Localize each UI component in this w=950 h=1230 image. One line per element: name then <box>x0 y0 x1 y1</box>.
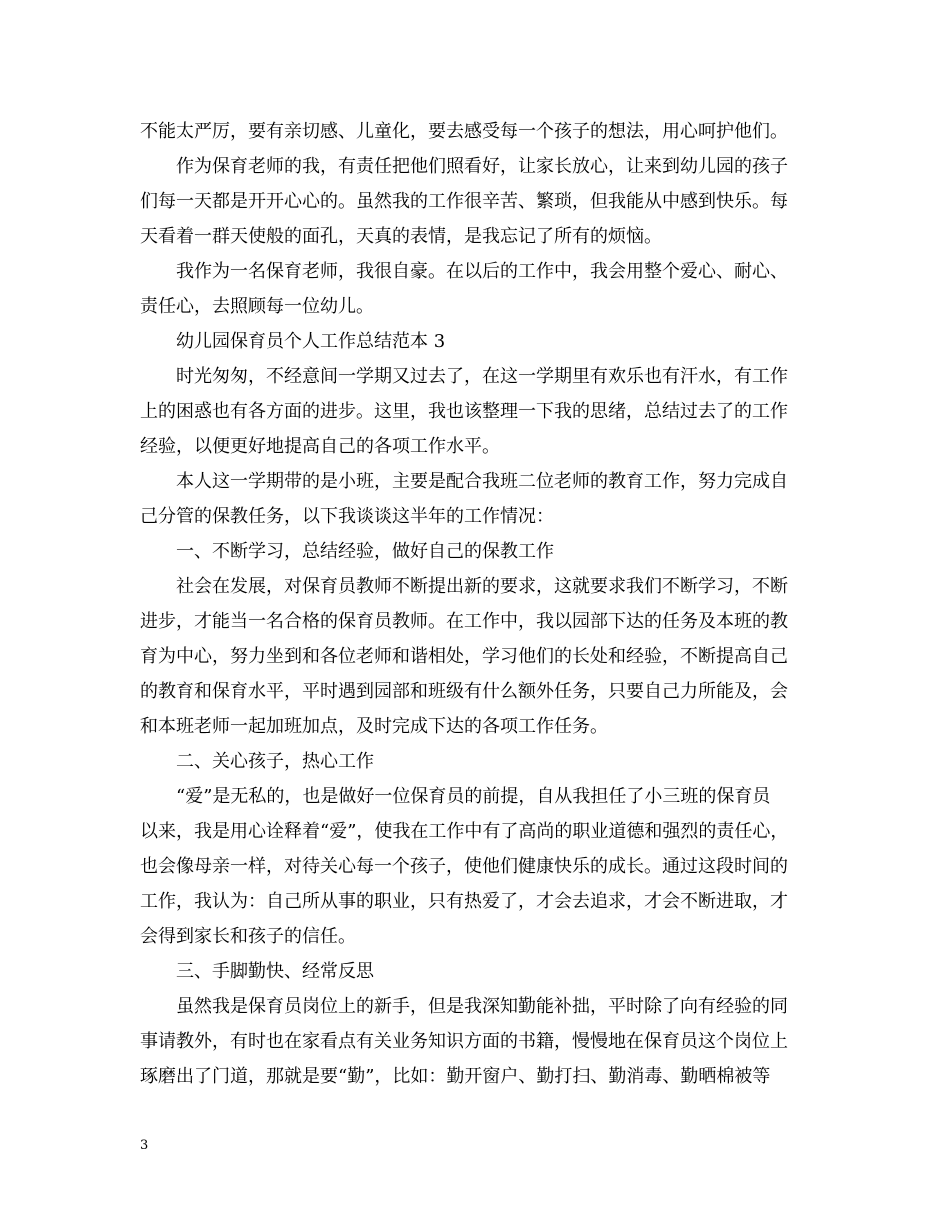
text-line: 时光匆匆，不经意间一学期又过去了，在这一学期里有欢乐也有汗水，有工作 <box>176 366 788 387</box>
text-line: 上的困惑也有各方面的进步。这里，我也该整理一下我的思绪，总结过去了的工作 <box>140 401 788 422</box>
text-line: 会得到家长和孩子的信任。 <box>140 926 356 947</box>
text-line: 天看着一群天使般的面孔，天真的表情，是我忘记了所有的烦恼。 <box>140 226 662 247</box>
text-line: 琢磨出了门道，那就是要“勤”，比如：勤开窗户、勤打扫、勤消毒、勤晒棉被等 <box>140 1066 771 1087</box>
page-number: 3 <box>140 1138 149 1153</box>
text-line: 不能太严厉，要有亲切感、儿童化，要去感受每一个孩子的想法，用心呵护他们。 <box>140 121 788 142</box>
body-text <box>140 114 820 1094</box>
text-line: 幼儿园保育员个人工作总结范本 3 <box>176 331 446 352</box>
text-line: 进步，才能当一名合格的保育员教师。在工作中，我以园部下达的任务及本班的教 <box>140 611 788 632</box>
text-line: 三、手脚勤快、经常反思 <box>176 961 374 982</box>
text-line: 事请教外，有时也在家看点有关业务知识方面的书籍，慢慢地在保育员这个岗位上 <box>140 1031 788 1052</box>
text-line: 虽然我是保育员岗位上的新手，但是我深知勤能补拙，平时除了向有经验的同 <box>176 996 788 1017</box>
text-line: 的教育和保育水平，平时遇到园部和班级有什么额外任务，只要自己力所能及，会 <box>140 681 788 702</box>
text-line: 也会像母亲一样，对待关心每一个孩子，使他们健康快乐的成长。通过这段时间的 <box>140 856 788 877</box>
text-line: 们每一天都是开开心心的。虽然我的工作很辛苦、繁琐，但我能从中感到快乐。每 <box>140 191 788 212</box>
text-line: 二、关心孩子，热心工作 <box>176 751 374 772</box>
text-line: 责任心，去照顾每一位幼儿。 <box>140 296 374 317</box>
text-line: 社会在发展，对保育员教师不断提出新的要求，这就要求我们不断学习，不断 <box>176 576 788 597</box>
text-line: 育为中心，努力坐到和各位老师和谐相处，学习他们的长处和经验，不断提高自己 <box>140 646 788 667</box>
text-line: 经验，以便更好地提高自己的各项工作水平。 <box>140 436 500 457</box>
text-line: “爱”是无私的，也是做好一位保育员的前提，自从我担任了小三班的保育员 <box>176 786 771 807</box>
text-line: 本人这一学期带的是小班，主要是配合我班二位老师的教育工作，努力完成自 <box>176 471 788 492</box>
text-line: 己分管的保教任务，以下我谈谈这半年的工作情况： <box>140 506 554 527</box>
text-line: 以来，我是用心诠释着“爱”，使我在工作中有了高尚的职业道德和强烈的责任心， <box>140 821 789 842</box>
text-line: 作为保育老师的我，有责任把他们照看好，让家长放心，让来到幼儿园的孩子 <box>176 156 788 177</box>
text-line: 和本班老师一起加班加点，及时完成下达的各项工作任务。 <box>140 716 608 737</box>
text-line: 我作为一名保育老师，我很自豪。在以后的工作中，我会用整个爱心、耐心、 <box>176 261 788 282</box>
text-line: 一、不断学习，总结经验，做好自己的保教工作 <box>176 541 554 562</box>
text-line: 工作，我认为：自己所从事的职业，只有热爱了，才会去追求，才会不断进取，才 <box>140 891 788 912</box>
